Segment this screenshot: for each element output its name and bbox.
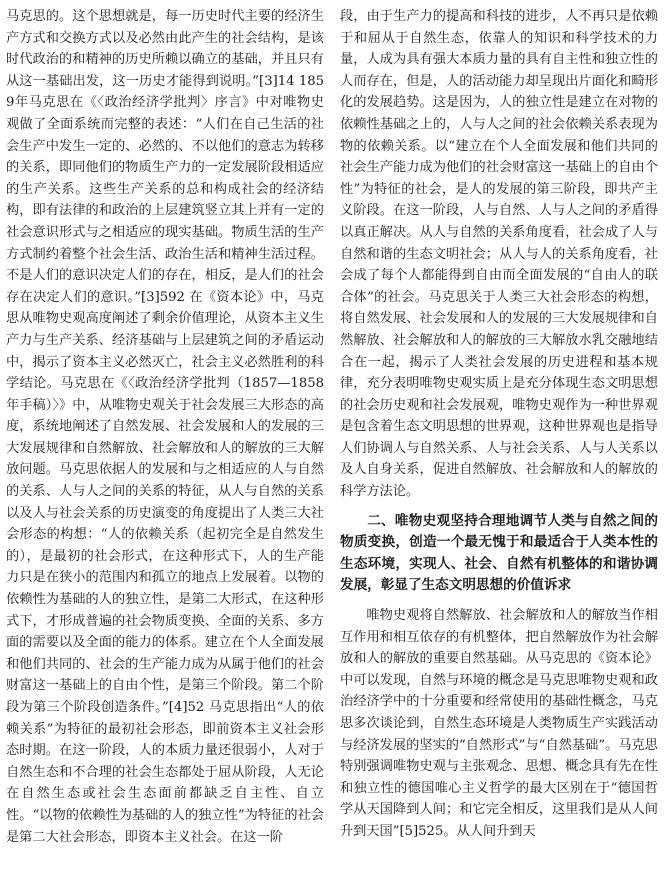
section-heading: 二、唯物史观坚持合理地调节人类与自然之间的物质变换，创造一个最无愧于和最适合于人类本性的生态环境，实现人、社会、自然有机整体的和谐协调发展，彰显了生态文明思想的价值诉求 bbox=[340, 512, 658, 594]
left-column bbox=[6, 6, 324, 874]
right-column bbox=[340, 6, 658, 874]
body-paragraph: 马克思的。这个思想就是，每一历史时代主要的经济生产方式和交换方式以及必然由此产生的社会结构，是该时代政治的和精神的历史所赖以确立的基础，并且只有从这一基础出发，这一历史才能得到说明。”[3]14 1859年马克思在《〈政治经济学批判〉序言》中对唯物史观做了全面系统而完整的表述：“人们在自己生活的社会生产中发生一定的、必然的、不以他们的意志为转移的关系，即同他们的物质生产力的一定发展阶段相适应的生产关系。这些生产关系的总和构成社会的经济结构，即有法律的和政治的上层建筑竖立其上并有一定的社会意识形式与之相适应的现实基础。物质生活的生产方式制约着整个社会生活、政治生活和精神生活过程。不是人们的意识决定人们的存在，相反，是人们的社会存在决定人们的意识。”[3]592 在《资本论》中，马克思从唯物史观高度阐述了剩余价值理论，从资本主义生产力与生产关系、经济基础与上层建筑之间的矛盾运动中，揭示了资本主义必然灭亡，社会主义必然胜利的科学结论。马克思在《〈政治经济学批判（1857—1858年手稿）〉》中，从唯物史观关于社会发展三大形态的高度，系统地阐述了自然发展、社会发展和人的发展的三大发展规律和自然解放、社会解放和人的解放的三大解放问题。马克思依据人的发展和与之相适应的人与自然的关系、人与人之间的关系的特征，从人与自然的关系以及人与社会关系的历史演变的角度提出了人类三大社会形态的构想：“人的依赖关系（起初完全是自然发生的），是最初的社会形式，在这种形式下，人的生产能力只是在狭小的范围内和孤立的地点上发展着。以物的依赖性为基础的人的独立性，是第二大形式，在这种形式下，才形成普遍的社会物质变换、全面的关系、多方面的需要以及全面的能力的体系。建立在个人全面发展和他们共同的、社会的生产能力成为从属于他们的社会财富这一基础上的自由个性，是第三个阶段。第二个阶段为第三个阶段创造条件。”[4]52 马克思指出“人的依赖关系”为特征的最初社会形态，即前资本主义社会形态时期。在这一阶段，人的本质力量还很弱小，人对于自然生态和不合理的社会生态都处于屈从阶段，人无论在自然生态或社会生态面前都缺乏自主性、自立性。“以物的依赖性为基础的人的独立性”为特征的社会是第二大社会形态，即资本主义社会。在这一阶 bbox=[6, 9, 324, 845]
body-paragraph: 段，由于生产力的提高和科技的进步，人不再只是依赖于和屈从于自然生态，依靠人的知识和科学技术的力量，人成为具有强大本质力量的具有自主性和独立性的人而存在，但是，人的活动能力却呈现出片面化和畸形化的发展趋势。这是因为，人的独立性是建立在对物的依赖性基础之上的，人与人之间的社会依赖关系表现为物的依赖关系。以“建立在个人全面发展和他们共同的社会生产能力成为他们的社会财富这一基础上的自由个性”为特征的社会，是人的发展的第三阶段，即共产主义阶段。在这一阶段，人与自然、人与人之间的矛盾得以真正解决。从人与自然的关系角度看，社会成了人与自然和谐的生态文明社会；从人与人的关系角度看，社会成了每个人都能得到自由而全面发展的“自由人的联合体”的社会。马克思关于人类三大社会形态的构想，将自然发展、社会发展和人的发展的三大发展规律和自然解放、社会解放和人的解放的三大解放水乳交融地结合在一起，揭示了人类社会发展的历史进程和基本规律，充分表明唯物史观实质上是充分体现生态文明思想的社会历史观和社会发展观，唯物史观作为一种世界观是包含着生态文明思想的世界观，这种世界观也是指导人们协调人与自然关系、人与社会关系、人与人关系以及人自身关系，促进自然解放、社会解放和人的解放的科学方法论。 bbox=[340, 9, 658, 500]
body-paragraph: 唯物史观将自然解放、社会解放和人的解放当作相互作用和相互依存的有机整体，把自然解放作为社会解放和人的解放的重要自然基础。从马克思的《资本论》中可以发现，自然与环境的概念是马克思唯物史观和政治经济学中的十分重要和经常使用的基础性概念，马克思多次谈论到，自然生态环境是人类物质生产实践活动与经济发展的坚实的“自然形式”与“自然基础”。马克思特别强调唯物史观与主张观念、思想、概念具有先在性和独立性的德国唯心主义哲学的最大区别在于“德国哲学从天国降到人间；和它完全相反，这里我们是从人间升到天国”[5]525。从人间升到天 bbox=[340, 608, 658, 839]
